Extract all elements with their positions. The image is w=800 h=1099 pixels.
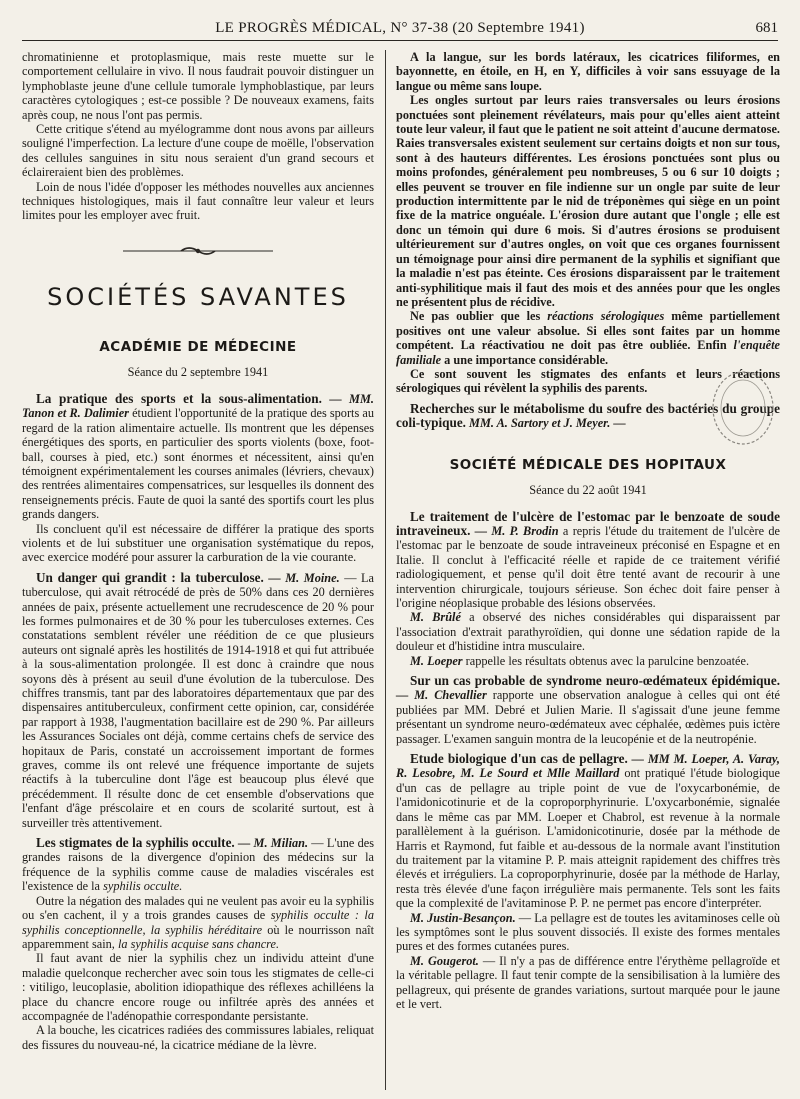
loeper-text: rappelle les résultats obtenus avec la parulcine benzoatée. — [462, 653, 750, 668]
left-column — [22, 50, 374, 1052]
article-ulcere — [396, 510, 780, 611]
article-syphilis-title: Les stigmates de la syphilis occulte. — [36, 835, 235, 851]
article-pellagre-authors: — MM M. Loeper, A. Varay, R. Lesobre, M. Le Sourd et Mlle Maillard — [396, 752, 780, 781]
article-tuberculose-text: — La tuberculose, qui avait rétrocédé de près de 50% dans ces 20 dernières années de paix, présente actuellement une recrudescence de 20 % pour les formes pulmonaires et de 30 % pour les tuberculoses externes. Ces constatations semblent révéler une réédition de ce que plusieurs auteurs ont signalé après les hostilités de 1914-1918 et qui fut attribuée à la sous-alimentation prolongée. Il est donc à craindre que nous soyons dès à présent au seuil d'une évolution de la tuberculose. Des chiffres transmis, tant par des laboratoires départementaux que par des dispensaires antituberculeux, confirment cette opinion, car, considérée par rapport à 1938, l'augmentation bacillaire est de 290 %. Par ailleurs les Assurances Sociales ont déjà, comme certains chefs de service des hopitaux de Paris, constaté un accroissement important de formes graves, comme ils ont relevé une fréquence importante de sujets réactifs à la tuberculine dont l'âge est beaucoup plus élevé que précédemment. Il résulte donc de cet ensemble d'observations que l'enfant d'âge préscolaire et en cours de scolarité surtout, est à surveiller très attentivement. — [22, 570, 375, 830]
article-syphilis-stigmates: Il faut avant de nier la syphilis chez un individu atteint d'une maladie quelconque rechercher avec soin tous les stigmates de celle-ci : vitiligo, leucoplasie, abolition idiopathique des réflexes achilléens la place du chancre encore rouge ou infiltrée après des années et accompagnée de l'adénopathie correspondante persistante. — [22, 951, 374, 1023]
article-sports-conclusion: Ils concluent qu'il est nécessaire de différer la pratique des sports violents et de lui substituer une organisation systématique du repos, avec exercice modéré pour assurer la carburation de la vie courante. — [22, 521, 374, 565]
syphilis-reactions — [396, 309, 780, 367]
article-pellagre-text: ont pratiqué l'étude biologique d'un cas de pellagre au triple point de vue de l'oxycarbonémie, de l'amidonicotinurie et de la coproporphyrinurie. L'oxycarbonémie, signalée dans le même cas par MM. Loeper et Chabrol, est revenue à la normale parallèlement à la guérison. L'amidonicotinurie, dosée par la méthode de Harris et Raymond, fut faible et au-dessous de la normale avant l'institution du traitement par la vitamine P. P. mais atteignit rapidement des chiffres très élevés et irréguliers. La coproporphyrinurie, dosée par la méthode de Harlay, resta très élevée d'une façon irrégulière mais permanente. Tels sont les faits que la complexité de l'avitaminose P. P. ne permet pas encore d'interpréter. — [396, 766, 780, 911]
article-ulcere-text: a repris l'étude du traitement de l'ulcère de l'estomac par le benzoate de soude intraveineux préconisé en Espagne et en Italie. Il conclut à l'efficacité réelle et rapide de ce traitement vérifié radiologiquement, et pense qu'il doit être tenté avant de recourir à une intervention chirurgicale, toujours sérieuse. Son échec doit faire penser à l'origine néoplasique probable des lésions observées. — [396, 523, 780, 610]
article-sports-text: étudient l'opportunité de la pratique des sports au regard de la ration alimentaire actuelle. Ils montrent que les dépenses énergétiques des sports, en particulier des sports violents (boxe, foot-ball, courses à pied, etc.) sont énormes et nécessitent, ainsi qu'en témoignent expérimentalement les courses animales (lévriers, chevaux) des rentrées alimentaires compensatrices, sur lesquelles ils donnent des renseignements précis. Faute de quoi la santé des sportifs court les plus grands dangers. — [22, 406, 374, 522]
article-neuro-text: rapporte une observation analogue à celles qui ont été publiées par MM. Debré et Julien Marie. Il s'agissait d'une jeune femme présentant un syndrome neuro-œdémateux avec céphalée, œdèmes puis ictère passager. L'examen sanguin montra de la leucopénie et de la neutropénie. — [396, 688, 780, 746]
reactions-text-a: Ne pas oublier que les — [410, 309, 548, 324]
causes-text-a: Outre la négation des malades qui ne veulent pas avoir eu la syphilis ou s'en cachent, il y a trois grandes causes de — [22, 893, 374, 923]
syphilis-ongles: Les ongles surtout par leurs raies transversales ou leurs érosions ponctuées sont pleinement révélateurs, mais pour qu'elles aient atteint toute leur valeur, il faut que le patient ne soit atteint d'aucune dermatose. Raies transversales existent seulement sur certains doigts et non sur tous, sont à des hauteurs différentes. Les érosions ponctuées sont plus ou moins profondes, généralement peu nombreuses, 5 ou 6 sur 10 doigts ; elles peuvent se trouver en file indienne sur un ongle par suite de leur production intermittente par le nid de tréponèmes qui siège en un point fixe de la matrice onguéale. L'érosion dure autant que l'ongle ; elle est donc un témoin qui dure 6 mois. Si d'autres érosions se produisent ultérieurement sur d'autres ongles, on voit que ces organes fournissent un témoignage pour ainsi dire permanent de la syphilis et signifiant que la maladie n'est pas éteinte. Ces érosions disparaissent par le traitement anti-syphilitique mais il faut des mois et des années pour que les ongles ne présentent plus de récidive. — [396, 93, 780, 309]
comment-brule — [396, 610, 780, 653]
library-stamp-icon — [708, 368, 778, 448]
article-neuro-title: Sur un cas probable de syndrome neuro-œdémateux épidémique. — [410, 673, 780, 689]
journal-title: LE PROGRÈS MÉDICAL, N° 37-38 (20 Septembre 1941) — [215, 20, 585, 36]
intro-paragraph-3: Loin de nous l'idée d'opposer les méthodes nouvelles aux anciennes techniques histologiques, mais il faut connaître leur valeur et leurs limites pour les employer avec fruit. — [22, 179, 374, 223]
article-sports — [22, 392, 374, 522]
loeper-name: M. Loeper — [410, 653, 463, 668]
justin-name: M. Justin-Besançon. — [410, 910, 516, 925]
article-soufre-authors: MM. A. Sartory et J. Meyer. — — [465, 416, 626, 431]
intro-paragraph-1: chromatinienne et protoplasmique, mais reste muette sur le comportement cellulaire in vivo. Il nous faudrait pouvoir distinguer un lymphoblaste jeune d'une cellule tumorale lymphoblastique, par leurs caractères cytologiques ; est-ce possible ? De nouveaux examens, faits après coup, ne nous l'ont pas permis. — [22, 50, 374, 122]
article-syphilis-bouche: A la bouche, les cicatrices radiées des commissures labiales, reliquat des fissures du nouveau-né, la cicatrice médiane de la lèvre. — [22, 1023, 374, 1052]
article-ulcere-title: Le traitement de l'ulcère de l'estomac par le benzoate de soude intraveineux. — [396, 508, 780, 538]
brule-name: M. Brûlé — [410, 610, 461, 625]
causes-italic-2: la syphilis acquise sans chancre. — [117, 936, 280, 951]
right-column — [396, 50, 780, 1011]
syphilis-parents: Ce sont souvent les stigmates des enfants et leurs réactions sérologiques qui révèlent la syphilis des parents. — [396, 366, 780, 396]
gougerot-name: M. Gougerot. — [410, 953, 479, 968]
reactions-italic-1: réactions sérologiques — [547, 309, 665, 324]
article-sports-title: La pratique des sports et la sous-alimentation. — [36, 390, 322, 406]
syphilis-langue: A la langue, sur les bords latéraux, les cicatrices filiformes, en bayonnette, en étoile, en H, en Y, difficiles à voir sans essuyage de la langue ou même sans loupe. — [396, 50, 780, 93]
society-seance-date: Séance du 22 août 1941 — [529, 482, 647, 497]
article-tuberculose — [22, 571, 374, 830]
article-ulcere-authors: — M. P. Brodin — [470, 523, 559, 538]
ornament-divider-icon — [123, 245, 273, 257]
article-syphilis-term: syphilis occulte. — [103, 879, 183, 894]
reactions-text-b: même partiellement positives ont une valeur absolue. Si elles sont faites par un homme compétent. La réactivatiou ne doit pas être oubliée. Enfin — [396, 309, 780, 353]
society-title: SOCIÉTÉ MÉDICALE DES HOPITAUX — [449, 456, 727, 473]
brule-text: a observé des niches considérables qui disparaissent par l'association d'extrait parathyroïdien, qui donne une sédation rapide de la douleur et d'histidine intra musculaire. — [396, 610, 780, 654]
comment-justin — [396, 911, 780, 954]
seance-date: Séance du 2 septembre 1941 — [127, 364, 269, 379]
academy-title: ACADÉMIE DE MÉDECINE — [99, 338, 297, 355]
article-syphilis-causes — [22, 894, 374, 952]
running-head — [22, 14, 778, 41]
article-syphilis-authors: — M. Milian. — [237, 836, 309, 851]
article-syphilis-text: — L'une des grandes raisons de la divergence d'opinion des médecins sur la fréquence de la syphilis comme cause de maladies viscérales est l'existence de la — [22, 836, 374, 894]
comment-gougerot — [396, 954, 780, 1012]
reactions-text-c: a une importance considérable. — [441, 352, 609, 367]
article-tuberculose-title: Un danger qui grandit : la tuberculose. — [36, 569, 264, 585]
article-syphilis — [22, 836, 374, 894]
gougerot-text: — Il n'y a pas de différence entre l'érythème pellagroïde et la véritable pellagre. Il faut tenir compte de la sensibilisation à la lumière des pellagreux, qui présente de grandes variations, surtout marquée pour le jaune et le vert. — [396, 953, 780, 1011]
article-soufre-title: Recherches sur le métabolisme du soufre des bactéries du groupe coli-typique. — [396, 400, 780, 431]
column-divider — [385, 50, 386, 1090]
article-neuro — [396, 674, 780, 746]
justin-text: — La pellagre est de toutes les avitaminoses celle où les symptômes sont le plus souvent dissociés. Il existe des formes mentales pures et des formes cutanées pures. — [396, 910, 780, 954]
article-tuberculose-authors: — M. Moine. — [268, 570, 340, 585]
reactions-italic-2: l'enquête familiale — [396, 338, 780, 367]
article-sports-authors: — MM. Tanon et R. Dalimier — [22, 391, 374, 421]
article-neuro-authors: — M. Chevallier — [396, 688, 487, 703]
section-title: SOCIÉTÉS SAVANTES — [47, 282, 349, 311]
page-number: 681 — [755, 20, 778, 36]
article-pellagre — [396, 752, 780, 910]
intro-paragraph-2: Cette critique s'étend au myélogramme dont nous avons par ailleurs souligné l'imperfection. La lecture d'une coupe de moëlle, l'observation des cellules sanguines in situ nous seraient d'un grand secours et éclaireraient bien des problèmes. — [22, 122, 374, 180]
causes-italic-1: syphilis occulte : la syphilis conceptionnelle, la syphilis héréditaire — [22, 908, 374, 937]
causes-text-b: où le nourrisson naît apparemment sain, — [22, 922, 374, 951]
comment-loeper — [396, 654, 780, 668]
article-pellagre-title: Etude biologique d'un cas de pellagre. — [410, 751, 628, 767]
